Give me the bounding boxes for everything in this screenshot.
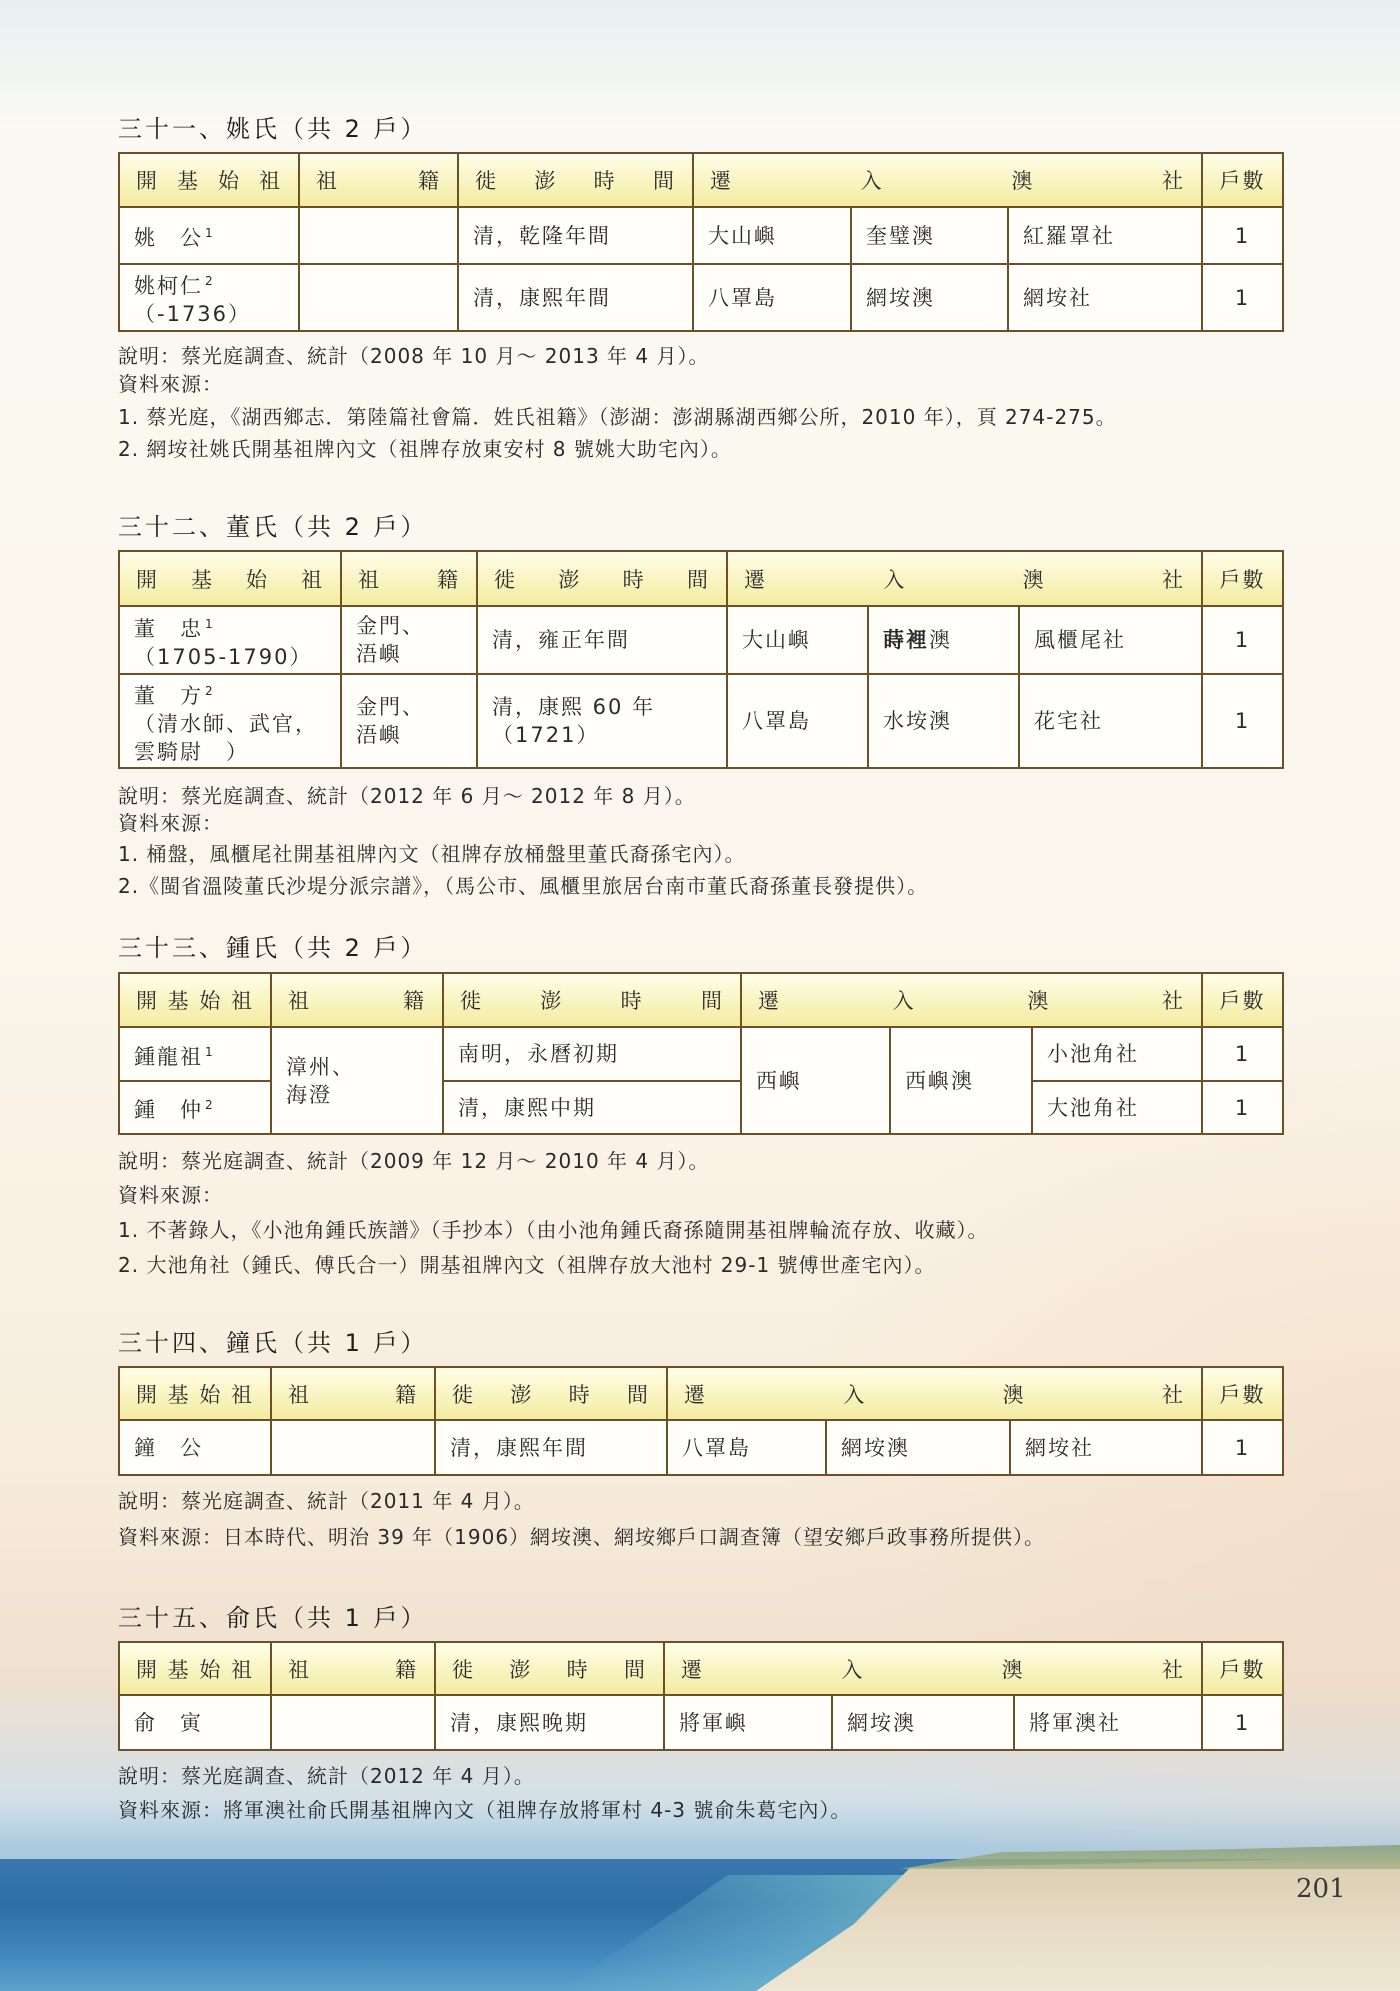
zhong-bell-clan-table — [118, 1366, 1284, 1476]
village-cell: 大池角社 — [1032, 1081, 1202, 1134]
time-cell: 南明，永曆初期 — [443, 1027, 741, 1081]
header-migration-time — [435, 1367, 667, 1420]
founder-cell: 俞 寅 — [119, 1695, 271, 1750]
origin-cell — [299, 207, 458, 264]
header-migration-time — [458, 153, 693, 207]
founder-title: 雲騎尉 ） — [134, 739, 249, 764]
explanation-note: 說明：蔡光庭調查、統計（2012 年 6 月～ 2012 年 8 月）。 — [118, 784, 696, 808]
households-cell: 1 — [1202, 1081, 1283, 1134]
founder-cell: 鐘 公 — [119, 1420, 271, 1475]
table-row — [119, 264, 1283, 331]
header-row — [119, 551, 1283, 606]
village-cell: 花宅社 — [1019, 674, 1202, 768]
header-settlement-label: 遷 入 澳 社 — [758, 989, 1185, 1013]
origin-line: 漳州、 — [286, 1054, 355, 1079]
harbor-cell — [868, 606, 1019, 674]
header-founder — [119, 551, 341, 606]
harbor-name-suffix: 澳 — [929, 628, 952, 652]
header-settlement-label: 遷 入 澳 社 — [681, 1657, 1185, 1682]
harbor-cell: 網垵澳 — [826, 1420, 1010, 1475]
zhong-clan-table — [118, 972, 1284, 1135]
header-settlement — [664, 1642, 1202, 1695]
island-cell: 大山嶼 — [693, 207, 851, 264]
time-cell: 清，康熙年間 — [435, 1420, 667, 1475]
header-row — [119, 153, 1283, 207]
header-migration-time-label: 徙 澎 時 間 — [460, 989, 724, 1013]
header-settlement-label: 遷 入 澳 社 — [744, 567, 1185, 592]
island-cell: 將軍嶼 — [664, 1695, 832, 1750]
founder-title: （清水師、武官， — [134, 711, 318, 736]
origin-line: 浯嶼 — [356, 642, 402, 666]
time-cell: 清，康熙中期 — [443, 1081, 741, 1134]
time-line: 清，康熙 60 年 — [492, 695, 656, 719]
founder-name: 姚柯仁 — [134, 274, 203, 298]
table-row — [119, 1695, 1283, 1750]
time-cell: 清，乾隆年間 — [458, 207, 693, 264]
founder-cell — [119, 1027, 271, 1081]
header-households: 戶數 — [1202, 973, 1283, 1027]
time-cell: 清，康熙年間 — [458, 264, 693, 331]
harbor-cell: 水垵澳 — [868, 674, 1019, 768]
time-cell: 清，雍正年間 — [477, 606, 727, 674]
households-cell: 1 — [1202, 606, 1283, 674]
households-cell: 1 — [1202, 1027, 1283, 1081]
header-origin-label: 祖 籍 — [316, 169, 441, 193]
origin-line: 海澄 — [286, 1082, 332, 1107]
sources-label: 資料來源： — [118, 811, 223, 835]
origin-line: 金門、 — [356, 614, 425, 638]
origin-cell — [299, 264, 458, 331]
founder-name: 董 忠 — [134, 616, 203, 641]
header-row — [119, 1642, 1283, 1695]
harbor-cell: 西嶼澳 — [890, 1027, 1032, 1134]
section-title-yao: 三十一、姚氏（共 2 戶） — [118, 115, 428, 143]
header-migration-time-label: 徙 澎 時 間 — [452, 1382, 650, 1407]
origin-cell — [341, 674, 477, 768]
island-cell: 八罩島 — [667, 1420, 826, 1475]
source-item: 2.《閩省溫陵董氏沙堤分派宗譜》，（馬公市、風櫃里旅居台南市董氏裔孫董長發提供）。 — [118, 874, 929, 898]
header-row — [119, 1367, 1283, 1420]
footnote-ref: 2 — [205, 683, 213, 698]
header-migration-time — [477, 551, 727, 606]
header-households: 戶數 — [1202, 1642, 1283, 1695]
founder-cell — [119, 606, 341, 674]
header-migration-time-label: 徙 澎 時 間 — [452, 1657, 647, 1682]
header-households: 戶數 — [1202, 1367, 1283, 1420]
founder-cell — [119, 674, 341, 768]
table-row — [119, 1027, 1283, 1081]
page-number: 201 — [1296, 1874, 1346, 1904]
founder-cell — [119, 207, 299, 264]
header-founder-label: 開 基 始 祖 — [136, 989, 254, 1013]
header-settlement — [727, 551, 1202, 606]
header-founder — [119, 1642, 271, 1695]
households-cell: 1 — [1202, 207, 1283, 264]
header-migration-time — [435, 1642, 664, 1695]
footnote-ref: 1 — [205, 616, 213, 631]
header-migration-time-label: 徙 澎 時 間 — [494, 567, 710, 592]
island-cell: 八罩島 — [727, 674, 868, 768]
founder-dates: （1705-1790） — [134, 644, 313, 669]
founder-cell — [119, 264, 299, 331]
header-row — [119, 973, 1283, 1027]
origin-cell — [341, 606, 477, 674]
households-cell: 1 — [1202, 264, 1283, 331]
header-migration-time — [443, 973, 741, 1027]
header-settlement-label: 遷 入 澳 社 — [710, 169, 1185, 193]
source-item: 2. 大池角社（鍾氏、傅氏合一）開基祖牌內文（祖牌存放大池村 29-1 號傅世產宅內）。 — [118, 1253, 936, 1277]
header-migration-time-label: 徙 澎 時 間 — [475, 169, 676, 193]
header-origin — [271, 973, 443, 1027]
header-settlement — [667, 1367, 1202, 1420]
source-item: 1. 不著錄人，《小池角鍾氏族譜》（手抄本）（由小池角鍾氏裔孫隨開基祖牌輪流存放、收藏）。 — [118, 1218, 989, 1242]
founder-line — [134, 267, 284, 300]
explanation-note: 說明：蔡光庭調查、統計（2011 年 4 月）。 — [118, 1489, 535, 1513]
header-origin-label: 祖 籍 — [288, 989, 426, 1013]
footnote-ref: 1 — [205, 226, 213, 240]
section-title-zhong-bell: 三十四、鐘氏（共 1 戶） — [118, 1329, 428, 1357]
harbor-cell: 奎璧澳 — [851, 207, 1008, 264]
header-settlement-label: 遷 入 澳 社 — [684, 1382, 1185, 1407]
dong-clan-table — [118, 550, 1284, 769]
island-cell: 大山嶼 — [727, 606, 868, 674]
section-title-yu: 三十五、俞氏（共 1 戶） — [118, 1604, 428, 1632]
founder-name: 鍾龍祖 — [134, 1044, 203, 1069]
header-founder — [119, 1367, 271, 1420]
section-title-dong: 三十二、董氏（共 2 戶） — [118, 513, 428, 541]
header-origin — [271, 1367, 435, 1420]
founder-dates: （-1736） — [134, 302, 252, 326]
header-founder-label: 開 基 始 祖 — [136, 169, 282, 193]
explanation-note: 說明：蔡光庭調查、統計（2012 年 4 月）。 — [118, 1764, 535, 1788]
header-settlement — [741, 973, 1202, 1027]
yao-clan-table — [118, 152, 1284, 332]
harbor-name-bold: 蒔裡 — [883, 628, 929, 652]
coastal-photo — [0, 1845, 1400, 1991]
header-founder-label: 開 基 始 祖 — [136, 567, 324, 592]
table-row — [119, 606, 1283, 674]
village-cell: 網垵社 — [1008, 264, 1202, 331]
time-line: （1721） — [492, 723, 600, 747]
origin-line: 金門、 — [356, 695, 425, 719]
header-origin — [299, 153, 458, 207]
origin-cell — [271, 1420, 435, 1475]
time-cell: 清，康熙晚期 — [435, 1695, 664, 1750]
founder-line — [134, 677, 326, 710]
households-cell: 1 — [1202, 674, 1283, 768]
header-households: 戶數 — [1202, 551, 1283, 606]
founder-name: 董 方 — [134, 683, 203, 708]
explanation-note: 說明：蔡光庭調查、統計（2009 年 12 月～ 2010 年 4 月）。 — [118, 1149, 710, 1173]
shore-vegetation — [900, 1845, 1400, 1869]
header-founder-label: 開 基 始 祖 — [136, 1657, 254, 1682]
village-cell: 風櫃尾社 — [1019, 606, 1202, 674]
source-item: 2. 網垵社姚氏開基祖牌內文（祖牌存放東安村 8 號姚大助宅內）。 — [118, 437, 732, 461]
footnote-ref: 2 — [205, 1098, 213, 1112]
island-cell: 西嶼 — [741, 1027, 890, 1134]
table-row — [119, 1420, 1283, 1475]
header-origin-label: 祖 籍 — [358, 567, 460, 592]
header-founder — [119, 153, 299, 207]
yu-clan-table — [118, 1641, 1284, 1751]
header-households: 戶數 — [1202, 153, 1283, 207]
founder-name: 姚 公 — [134, 226, 203, 250]
island-cell: 八罩島 — [693, 264, 851, 331]
source-item: 資料來源：日本時代、明治 39 年（1906）網垵澳、網垵鄉戶口調查簿（望安鄉戶政事務所提供）。 — [118, 1525, 1046, 1549]
origin-cell — [271, 1027, 443, 1134]
footnote-ref: 2 — [205, 274, 213, 288]
header-origin — [341, 551, 477, 606]
footnote-ref: 1 — [205, 1044, 213, 1059]
sources-label: 資料來源： — [118, 1183, 223, 1207]
source-item: 1. 蔡光庭，《湖西鄉志．第陸篇社會篇．姓氏祖籍》（澎湖：澎湖縣湖西鄉公所，2010 年），頁 274-275。 — [118, 405, 1117, 429]
time-cell — [477, 674, 727, 768]
section-title-zhong: 三十三、鍾氏（共 2 戶） — [118, 934, 428, 962]
households-cell: 1 — [1202, 1420, 1283, 1475]
header-founder-label: 開 基 始 祖 — [136, 1382, 254, 1407]
table-row — [119, 207, 1283, 264]
header-origin-label: 祖 籍 — [288, 1657, 418, 1682]
harbor-cell: 網垵澳 — [851, 264, 1008, 331]
explanation-note: 說明：蔡光庭調查、統計（2008 年 10 月～ 2013 年 4 月）。 — [118, 344, 710, 368]
table-row — [119, 674, 1283, 768]
source-item: 1. 桶盤，風櫃尾社開基祖牌內文（祖牌存放桶盤里董氏裔孫宅內）。 — [118, 842, 746, 866]
header-origin-label: 祖 籍 — [288, 1382, 418, 1407]
source-item: 資料來源：將軍澳社俞氏開基祖牌內文（祖牌存放將軍村 4-3 號俞朱葛宅內）。 — [118, 1798, 852, 1822]
origin-cell — [271, 1695, 435, 1750]
households-cell: 1 — [1202, 1695, 1283, 1750]
founder-name: 鍾 仲 — [134, 1098, 203, 1122]
header-settlement — [693, 153, 1202, 207]
village-cell: 網垵社 — [1010, 1420, 1202, 1475]
founder-line — [134, 610, 326, 643]
origin-line: 浯嶼 — [356, 723, 402, 747]
village-cell: 將軍澳社 — [1014, 1695, 1202, 1750]
header-origin — [271, 1642, 435, 1695]
harbor-cell: 網垵澳 — [832, 1695, 1014, 1750]
sources-label: 資料來源： — [118, 372, 223, 396]
founder-cell — [119, 1081, 271, 1134]
header-founder — [119, 973, 271, 1027]
village-cell: 小池角社 — [1032, 1027, 1202, 1081]
village-cell: 紅羅罩社 — [1008, 207, 1202, 264]
